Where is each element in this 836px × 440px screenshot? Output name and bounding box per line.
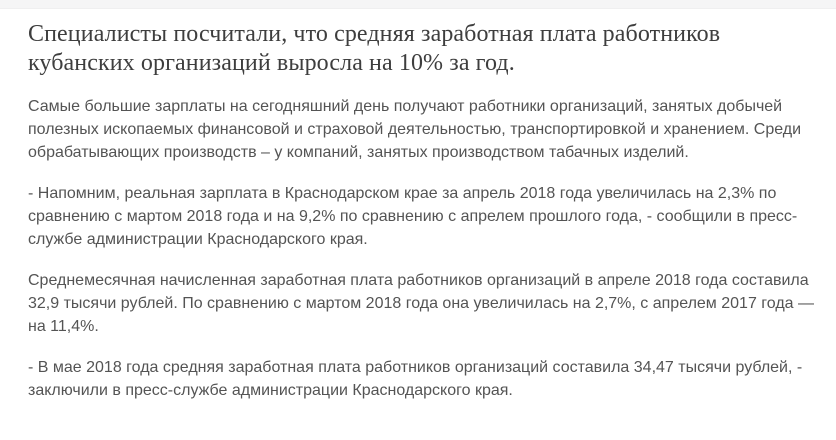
article-paragraph-2: - Напомним, реальная зарплата в Краснодарском крае за апрель 2018 года увеличилась на 2,3% по сравнению с мартом 2018 года и на 9,2% по сравнению с апрелем прошлого года, - сообщили в пресс-службе администрации Краснодарского края. [28, 185, 798, 248]
article-paragraph-3: Среднемесячная начисленная заработная плата работников организаций в апреле 2018 года составила 32,9 тысячи рублей. По сравнению с мартом 2018 года она увеличилась на 2,7%, с апрелем 2017 года — на 11,4%. [28, 272, 814, 335]
article-headline: Специалисты посчитали, что средняя заработная плата работников кубанских организаций выросла на 10% за год. [28, 21, 721, 76]
article [0, 20, 836, 402]
article-paragraph-1: Самые большие зарплаты на сегодняшний день получают работники организаций, занятых добычей полезных ископаемых финансовой и страховой деятельностью, транспортировкой и хранением. Среди обрабатывающих производств – у компаний, занятых производством табачных изделий. [28, 98, 802, 161]
top-edge-strip [0, 0, 836, 9]
article-paragraph-4: - В мае 2018 года средняя заработная плата работников организаций составила 34,47 тысячи рублей, - заключили в пресс-службе администрации Краснодарского края. [28, 359, 803, 399]
